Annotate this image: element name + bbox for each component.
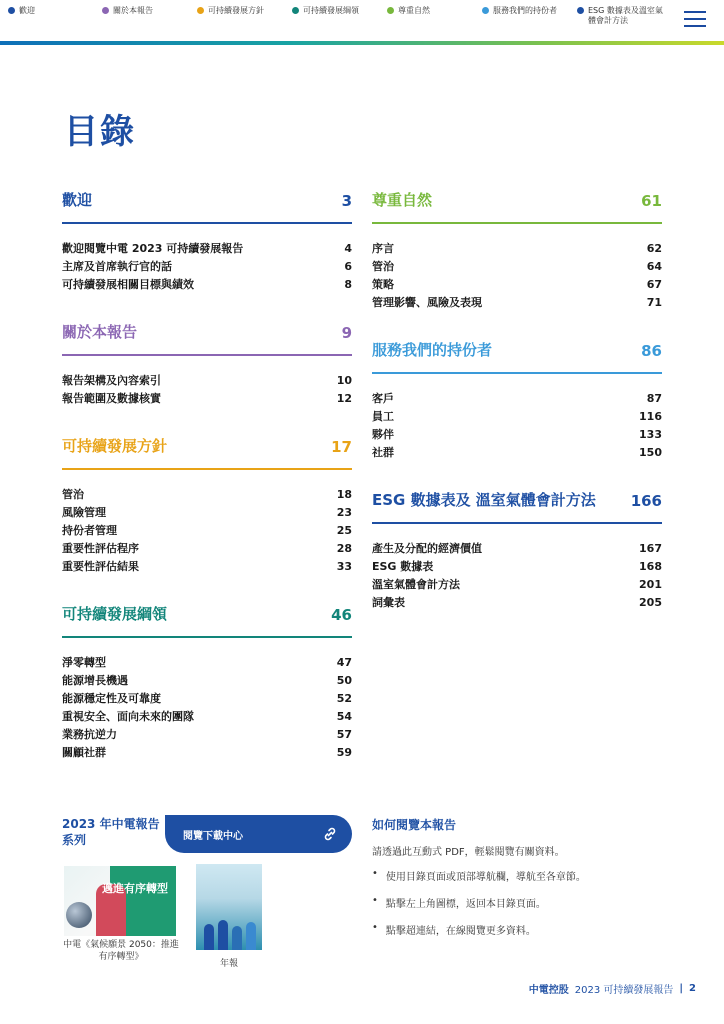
page-number: 2	[689, 983, 696, 994]
toc-entry[interactable]	[372, 294, 662, 312]
section-divider	[372, 522, 662, 524]
section-page-number: 3	[341, 192, 352, 210]
toc-entry[interactable]	[62, 540, 352, 558]
toc-entry-label: 管治	[372, 260, 394, 273]
toc-entry-label: 客戶	[372, 392, 394, 405]
download-center-button[interactable]	[165, 815, 352, 853]
toc-section-heading[interactable]	[372, 338, 662, 364]
toc-entry-page: 47	[336, 656, 352, 669]
toc-entry[interactable]	[372, 558, 662, 576]
toc-entry-label: 能源穩定性及可靠度	[62, 692, 161, 705]
toc-entry[interactable]	[62, 240, 352, 258]
section-page-number: 46	[331, 606, 352, 624]
header-gradient-bar	[0, 41, 724, 45]
toc-entry-page: 8	[344, 278, 352, 291]
toc-entry[interactable]	[62, 372, 352, 390]
toc-entry-page: 71	[646, 296, 662, 309]
toc-section-heading[interactable]	[62, 434, 352, 460]
list-item: • 點擊左上角圖標，返回本目錄頁面。	[372, 895, 546, 910]
toc-entry-label: 關顧社群	[62, 746, 106, 759]
section-page-number: 17	[331, 438, 352, 456]
toc-entry-label: 策略	[372, 278, 394, 291]
nav-dot-icon	[577, 7, 584, 14]
toc-section	[372, 188, 662, 312]
toc-section	[62, 434, 352, 576]
toc-left-column	[62, 188, 352, 762]
section-title: 可持續發展綱領	[62, 605, 168, 623]
toc-entry[interactable]	[372, 240, 662, 258]
report-series-title: 2023 年中電報告系列	[62, 817, 160, 847]
toc-entry[interactable]	[62, 744, 352, 762]
link-icon	[322, 826, 338, 842]
toc-entry-label: 風險管理	[62, 506, 106, 519]
toc-entry-page: 201	[639, 578, 662, 591]
toc-entry-label: 管理影響、風險及表現	[372, 296, 482, 309]
toc-entry-label: 管治	[62, 488, 84, 501]
toc-section-heading[interactable]	[372, 488, 662, 514]
toc-entry-label: 溫室氣體會計方法	[372, 578, 460, 591]
how-to-read-section	[372, 816, 672, 949]
top-navigation	[0, 0, 724, 44]
toc-entry-page: 18	[336, 488, 352, 501]
toc-entry[interactable]	[62, 390, 352, 408]
toc-entry-label: 業務抗逆力	[62, 728, 117, 741]
toc-entry-page: 23	[336, 506, 352, 519]
toc-entry[interactable]	[62, 504, 352, 522]
list-item: • 點擊超連結，在線閱覽更多資料。	[372, 922, 536, 937]
annual-report-caption: 年報	[219, 959, 238, 969]
nav-dot-icon	[387, 7, 394, 14]
section-title: 服務我們的持份者	[372, 341, 493, 359]
toc-section-heading[interactable]	[62, 602, 352, 628]
section-divider	[62, 636, 352, 638]
toc-entry[interactable]	[62, 708, 352, 726]
toc-entry[interactable]	[372, 594, 662, 612]
toc-entry[interactable]	[62, 558, 352, 576]
toc-entry-label: 可持續發展相關目標與績效	[62, 278, 194, 291]
nav-dot-icon	[102, 7, 109, 14]
toc-section-heading[interactable]	[372, 188, 662, 214]
toc-entry-page: 54	[336, 710, 352, 723]
toc-entry-page: 12	[336, 392, 352, 405]
toc-entry-label: 夥伴	[372, 428, 394, 441]
toc-entry[interactable]	[372, 426, 662, 444]
toc-entry[interactable]	[372, 276, 662, 294]
annual-report-thumbnail[interactable]	[196, 864, 262, 950]
section-title: 可持續發展方針	[62, 437, 168, 455]
section-title: 尊重自然	[372, 191, 433, 209]
how-to-read-intro: 請透過此互動式 PDF，輕鬆閱覽有關資料。	[372, 847, 565, 858]
section-divider	[62, 222, 352, 224]
toc-entry-label: 重要性評估程序	[62, 542, 139, 555]
toc-entry-page: 57	[336, 728, 352, 741]
toc-section	[62, 602, 352, 762]
section-page-number: 166	[630, 492, 662, 510]
thumbnail-title: 邁進有序轉型	[102, 882, 168, 895]
toc-entry-page: 205	[639, 596, 662, 609]
section-page-number: 9	[341, 324, 352, 342]
section-page-number: 61	[641, 192, 662, 210]
earth-image	[66, 902, 92, 928]
nav-dot-icon	[482, 7, 489, 14]
toc-entry[interactable]	[372, 390, 662, 408]
nav-item-about-report[interactable]: 關於本報告	[102, 6, 153, 16]
toc-entry[interactable]	[62, 654, 352, 672]
toc-entry-label: 員工	[372, 410, 394, 423]
toc-section-heading[interactable]	[62, 320, 352, 346]
toc-entry-label: 產生及分配的經濟價值	[372, 542, 482, 555]
nav-item-respecting-nature[interactable]: 尊重自然	[387, 6, 430, 16]
toc-entry[interactable]	[62, 726, 352, 744]
nav-item-sustainability-approach[interactable]: 可持續發展方針	[197, 6, 264, 16]
section-page-number: 86	[641, 342, 662, 360]
section-title: 歡迎	[62, 191, 93, 209]
page-footer	[529, 981, 696, 996]
toc-section	[372, 488, 662, 612]
toc-section	[372, 338, 662, 462]
footer-brand: 中電控股	[528, 985, 569, 996]
toc-entry-page: 87	[646, 392, 662, 405]
toc-entry-page: 62	[646, 242, 662, 255]
toc-entry-label: 詞彙表	[372, 596, 405, 609]
section-divider	[372, 222, 662, 224]
toc-entry-label: ESG 數據表	[372, 560, 434, 573]
toc-entry[interactable]	[62, 522, 352, 540]
footer-separator: |	[679, 983, 684, 994]
toc-entry-page: 50	[336, 674, 352, 687]
how-to-read-title: 如何閱覽本報告	[372, 818, 457, 832]
toc-entry-page: 10	[336, 374, 352, 387]
section-divider	[62, 468, 352, 470]
page-title: 目錄	[64, 112, 136, 152]
section-title: ESG 數據表及 溫室氣體會計方法	[372, 491, 596, 509]
nav-dot-icon	[8, 7, 15, 14]
list-item: • 使用目錄頁面或頂部導航欄，導航至各章節。	[372, 868, 586, 883]
toc-entry-page: 59	[336, 746, 352, 759]
climate-vision-report-thumbnail[interactable]	[64, 866, 176, 936]
toc-entry-label: 歡迎閱覽中電 2023 可持續發展報告	[62, 242, 244, 255]
toc-entry-page: 150	[639, 446, 662, 459]
toc-entry-label: 序言	[372, 242, 394, 255]
toc-entry-page: 133	[639, 428, 662, 441]
climate-vision-caption: 中電《氣候願景 2050：推進有序轉型》	[63, 940, 179, 962]
toc-entry-page: 33	[336, 560, 352, 573]
footer-report: 2023 可持續發展報告	[574, 985, 674, 996]
nav-dot-icon	[292, 7, 299, 14]
toc-entry-page: 167	[639, 542, 662, 555]
nav-item-sustainability-framework[interactable]: 可持續發展綱領	[292, 6, 359, 16]
toc-entry-page: 25	[336, 524, 352, 537]
nav-dot-icon	[197, 7, 204, 14]
toc-entry-page: 67	[646, 278, 662, 291]
toc-section	[62, 320, 352, 408]
toc-entry-label: 持份者管理	[62, 524, 117, 537]
toc-entry-page: 28	[336, 542, 352, 555]
toc-entry-label: 報告架構及內容索引	[62, 374, 161, 387]
toc-entry-label: 重要性評估結果	[62, 560, 139, 573]
toc-entry-label: 重視安全、面向未來的團隊	[62, 710, 194, 723]
toc-right-column	[372, 188, 662, 612]
toc-entry-page: 52	[336, 692, 352, 705]
toc-entry-label: 能源增長機遇	[62, 674, 128, 687]
toc-entry[interactable]	[372, 408, 662, 426]
toc-entry[interactable]	[62, 690, 352, 708]
toc-entry[interactable]	[62, 672, 352, 690]
toc-entry-label: 報告範圍及數據核實	[62, 392, 161, 405]
toc-entry-page: 116	[639, 410, 662, 423]
section-divider	[372, 372, 662, 374]
hamburger-icon[interactable]	[684, 11, 706, 29]
nav-item-welcome[interactable]: 歡迎	[8, 6, 35, 16]
toc-entry-page: 6	[344, 260, 352, 273]
toc-entry[interactable]	[62, 258, 352, 276]
nav-item-serving-stakeholders[interactable]: 服務我們的持份者	[482, 6, 557, 16]
toc-section-heading[interactable]	[62, 188, 352, 214]
toc-entry-label: 社群	[372, 446, 394, 459]
toc-entry[interactable]	[372, 576, 662, 594]
toc-entry[interactable]	[62, 486, 352, 504]
toc-entry-page: 168	[639, 560, 662, 573]
toc-entry[interactable]	[372, 258, 662, 276]
toc-entry-label: 主席及首席執行官的話	[62, 260, 172, 273]
toc-entry[interactable]	[372, 444, 662, 462]
section-title: 關於本報告	[62, 323, 138, 341]
toc-section	[62, 188, 352, 294]
toc-entry[interactable]	[62, 276, 352, 294]
download-center-label: 閱覽下載中心	[183, 830, 243, 842]
nav-item-esg-data[interactable]: ESG 數據表及溫室氣體會計方法	[577, 6, 667, 26]
toc-entry[interactable]	[372, 540, 662, 558]
section-divider	[62, 354, 352, 356]
toc-entry-label: 淨零轉型	[62, 656, 106, 669]
toc-entry-page: 4	[344, 242, 352, 255]
toc-entry-page: 64	[646, 260, 662, 273]
